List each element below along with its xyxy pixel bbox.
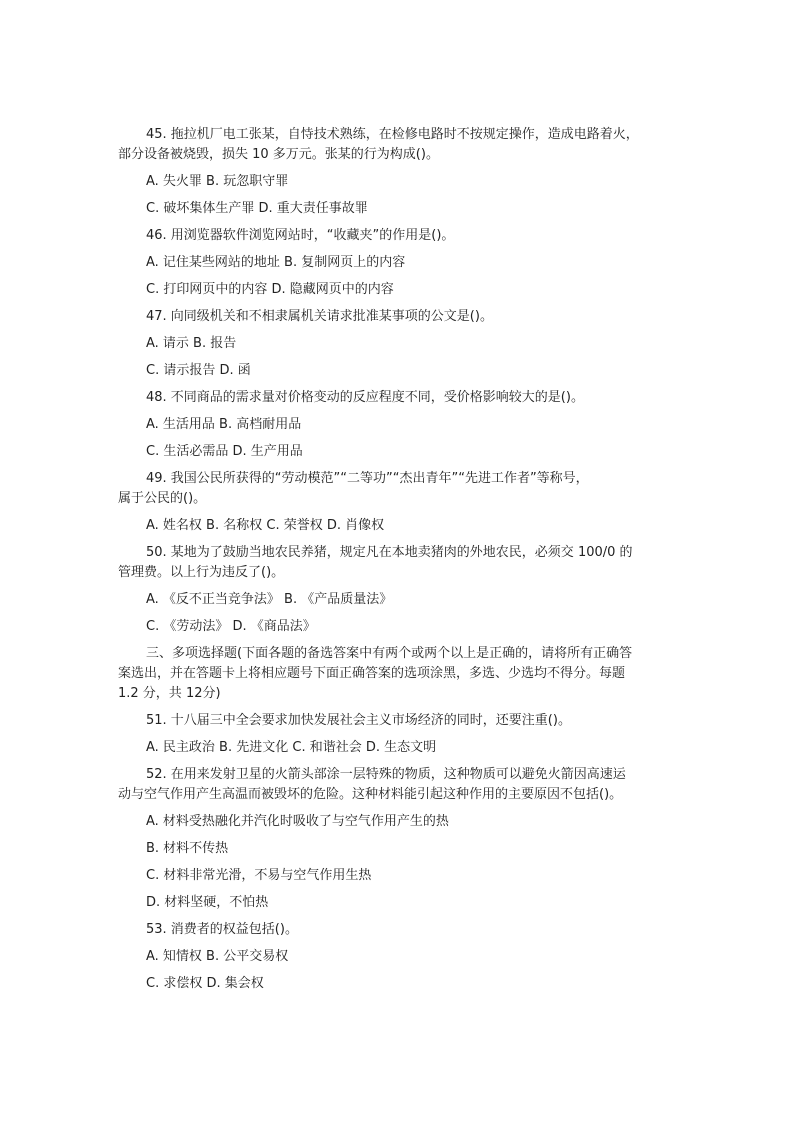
- question-text: 51. 十八届三中全会要求加快发展社会主义市场经济的同时，还要注重()。: [146, 713, 571, 728]
- question-text: 部分设备被烧毁，损失 10 多万元。张某的行为构成()。: [118, 147, 439, 162]
- option-row: [118, 812, 678, 832]
- option-row: [118, 839, 678, 859]
- question-text: 47. 向同级机关和不相隶属机关请求批准某事项的公文是()。: [146, 309, 493, 324]
- question-48: [118, 388, 678, 408]
- question-46: [118, 226, 678, 246]
- option-text: A. 请示 B. 报告: [146, 336, 237, 351]
- option-text: A. 《反不正当竞争法》 B. 《产品质量法》: [146, 592, 393, 607]
- option-row: [118, 361, 678, 381]
- option-row: [118, 172, 678, 192]
- option-row: [118, 516, 678, 536]
- question-text: 52. 在用来发射卫星的火箭头部涂一层特殊的物质，这种物质可以避免火箭因高速运: [146, 767, 626, 782]
- question-47: [118, 307, 678, 327]
- section-text: 案选出，并在答题卡上将相应题号下面正确答案的选项涂黑，多选、少选均不得分。每题: [118, 666, 626, 681]
- option-row: [118, 617, 678, 637]
- option-text: A. 民主政治 B. 先进文化 C. 和谐社会 D. 生态文明: [146, 740, 437, 755]
- question-45: [118, 125, 678, 165]
- question-50: [118, 543, 678, 583]
- option-text: A. 生活用品 B. 高档耐用品: [146, 417, 302, 432]
- option-text: A. 知情权 B. 公平交易权: [146, 949, 289, 964]
- option-row: [118, 738, 678, 758]
- option-row: [118, 974, 678, 994]
- option-text: A. 记住某些网站的地址 B. 复制网页上的内容: [146, 255, 406, 270]
- option-text: D. 材料坚硬，不怕热: [146, 895, 269, 910]
- question-text: 45. 拖拉机厂电工张某，自恃技术熟练，在检修电路时不按规定操作，造成电路着火，: [146, 127, 639, 142]
- question-53: [118, 920, 678, 940]
- document-page: [118, 125, 678, 1001]
- option-text: C. 生活必需品 D. 生产用品: [146, 444, 303, 459]
- question-text: 50. 某地为了鼓励当地农民养猪，规定凡在本地卖猪肉的外地农民，必须交 100/0 的: [146, 545, 633, 560]
- option-row: [118, 947, 678, 967]
- option-text: A. 姓名权 B. 名称权 C. 荣誉权 D. 肖像权: [146, 518, 385, 533]
- option-text: A. 失火罪 B. 玩忽职守罪: [146, 174, 289, 189]
- question-51: [118, 711, 678, 731]
- question-text: 49. 我国公民所获得的“劳动模范”“二等功”“杰出青年”“先进工作者”等称号，: [146, 471, 589, 486]
- question-text: 48. 不同商品的需求量对价格变动的反应程度不同，受价格影响较大的是()。: [146, 390, 584, 405]
- option-text: B. 材料不传热: [146, 841, 229, 856]
- option-row: [118, 866, 678, 886]
- question-text: 动与空气作用产生高温而被毁坏的危险。这种材料能引起这种作用的主要原因不包括()。: [118, 787, 623, 802]
- question-text: 管理费。以上行为违反了()。: [118, 565, 285, 580]
- question-text: 46. 用浏览器软件浏览网站时，“收藏夹”的作用是()。: [146, 228, 455, 243]
- option-row: [118, 442, 678, 462]
- section-text: 三、多项选择题(下面各题的备选答案中有两个或两个以上是正确的，请将所有正确答: [146, 646, 633, 661]
- option-row: [118, 590, 678, 610]
- section-heading: [118, 644, 678, 704]
- option-row: [118, 199, 678, 219]
- option-row: [118, 415, 678, 435]
- option-text: C. 《劳动法》 D. 《商品法》: [146, 619, 316, 634]
- option-text: C. 打印网页中的内容 D. 隐藏网页中的内容: [146, 282, 394, 297]
- option-row: [118, 334, 678, 354]
- question-text: 53. 消费者的权益包括()。: [146, 922, 298, 937]
- option-text: A. 材料受热融化并汽化时吸收了与空气作用产生的热: [146, 814, 449, 829]
- option-text: C. 求偿权 D. 集会权: [146, 976, 264, 991]
- option-text: C. 请示报告 D. 函: [146, 363, 251, 378]
- option-row: [118, 893, 678, 913]
- option-text: C. 材料非常光滑，不易与空气作用生热: [146, 868, 372, 883]
- option-row: [118, 280, 678, 300]
- option-row: [118, 253, 678, 273]
- option-text: C. 破坏集体生产罪 D. 重大责任事故罪: [146, 201, 368, 216]
- question-52: [118, 765, 678, 805]
- section-text: 1.2 分，共 12分): [118, 686, 221, 701]
- question-text: 属于公民的()。: [118, 491, 207, 506]
- question-49: [118, 469, 678, 509]
